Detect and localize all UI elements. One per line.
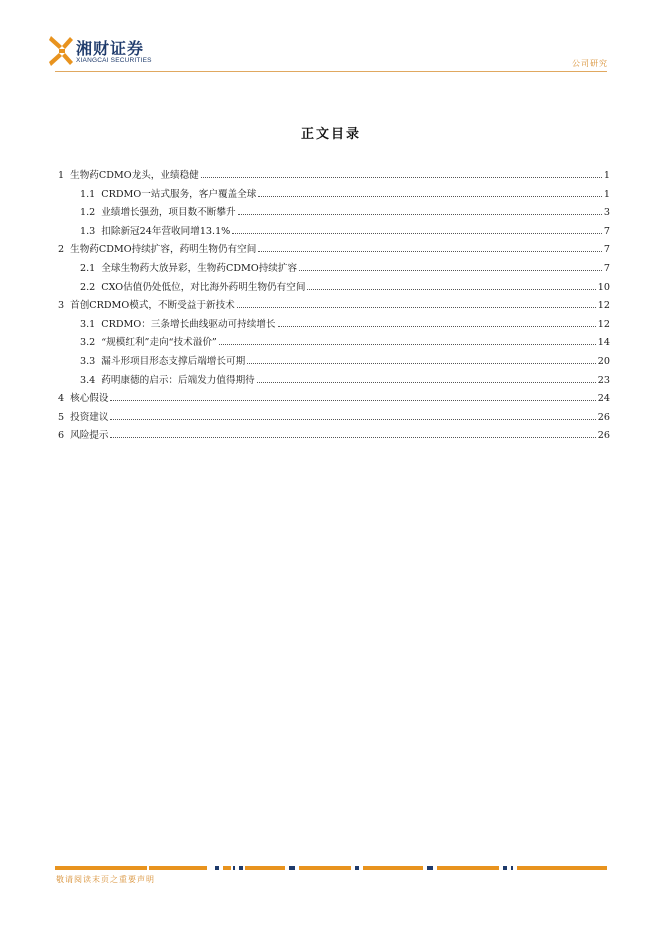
footer-bar-segment: [437, 866, 499, 870]
toc-entry[interactable]: [58, 277, 610, 296]
footer-bar-segment: [239, 866, 243, 870]
toc-entry[interactable]: [58, 165, 610, 184]
toc-leader-dots: [258, 184, 602, 197]
footer-decorative-bar: [55, 866, 607, 870]
toc-entry-title: 全球生物药大放异彩，生物药CDMO持续扩容: [101, 262, 298, 274]
toc-entry-page: 12: [597, 300, 610, 312]
toc-entry-number: 6: [58, 430, 65, 442]
toc-leader-dots: [201, 165, 602, 178]
toc-entry-title: 风险提示: [70, 430, 109, 442]
toc-entry[interactable]: [58, 370, 610, 389]
toc-entry-page: 20: [597, 355, 610, 367]
toc-entry-number: 1.2: [80, 207, 96, 219]
report-category: 公司研究: [572, 59, 608, 68]
footer-bar-segment: [245, 866, 285, 870]
table-of-contents: [58, 165, 610, 444]
footer-bar-segment: [517, 866, 607, 870]
toc-entry-number: 3: [58, 300, 65, 312]
toc-entry[interactable]: [58, 221, 610, 240]
toc-entry-title: 生物药CDMO持续扩容，药明生物仍有空间: [70, 244, 257, 256]
toc-entry-page: 26: [597, 430, 610, 442]
footer-bar-segment: [233, 866, 235, 870]
footer-bar-segment: [427, 866, 433, 870]
toc-entry-page: 10: [597, 281, 610, 293]
footer-bar-segment: [289, 866, 295, 870]
toc-leader-dots: [307, 277, 595, 290]
toc-entry[interactable]: [58, 388, 610, 407]
toc-title: 正文目录: [300, 127, 361, 142]
footer-bar-segment: [215, 866, 219, 870]
toc-leader-dots: [232, 221, 602, 234]
toc-entry[interactable]: [58, 202, 610, 221]
toc-entry[interactable]: [58, 332, 610, 351]
toc-entry-number: 4: [58, 393, 65, 405]
header-divider: [55, 71, 607, 72]
toc-entry-number: 2.1: [80, 262, 96, 274]
toc-entry-number: 2: [58, 244, 65, 256]
toc-leader-dots: [237, 295, 596, 308]
toc-entry[interactable]: [58, 239, 610, 258]
toc-entry-title: 生物药CDMO龙头，业绩稳健: [70, 170, 199, 181]
toc-entry-number: 1: [58, 170, 65, 181]
toc-entry-title: 漏斗形项目形态支撑后端增长可期: [101, 355, 246, 367]
toc-entry-title: 药明康德的启示：后端发力值得期待: [101, 374, 255, 386]
toc-entry-number: 3.2: [80, 337, 96, 349]
toc-leader-dots: [247, 351, 596, 364]
toc-leader-dots: [278, 314, 596, 327]
toc-leader-dots: [257, 370, 596, 383]
toc-entry-page: 24: [597, 393, 610, 405]
toc-entry[interactable]: [58, 258, 610, 277]
toc-entry[interactable]: [58, 314, 610, 333]
toc-entry[interactable]: [58, 425, 610, 444]
toc-entry-number: 2.2: [80, 281, 96, 293]
toc-entry-page: 7: [603, 244, 610, 256]
footer-bar-segment: [55, 866, 147, 870]
toc-entry-page: 3: [603, 207, 610, 219]
toc-entry[interactable]: [58, 184, 610, 203]
toc-entry-title: “规模红利”走向“技术溢价”: [101, 337, 217, 349]
toc-entry-page: 14: [597, 337, 610, 349]
toc-entry-title: CRDMO一站式服务，客户覆盖全球: [101, 188, 257, 200]
toc-entry-page: 1: [603, 188, 610, 200]
toc-entry-page: 23: [597, 374, 610, 386]
footer-bar-segment: [503, 866, 507, 870]
toc-entry-title: 首创CRDMO模式，不断受益于新技术: [70, 300, 235, 312]
toc-entry-page: 7: [603, 225, 610, 237]
logo-text-en: XIANGCAI SECURITIES: [76, 57, 152, 64]
toc-entry-title: 业绩增长强劲，项目数不断攀升: [101, 207, 236, 219]
toc-entry[interactable]: [58, 351, 610, 370]
toc-entry-number: 3.1: [80, 318, 96, 330]
footer-bar-segment: [223, 866, 231, 870]
footer-bar-segment: [149, 866, 207, 870]
toc-leader-dots: [110, 388, 595, 401]
toc-entry-number: 3.4: [80, 374, 96, 386]
toc-entry-number: 1.1: [80, 188, 96, 200]
toc-entry-title: CRDMO：三条增长曲线驱动可持续增长: [101, 318, 276, 330]
footer-bar-segment: [355, 866, 359, 870]
toc-leader-dots: [238, 202, 602, 215]
toc-entry-number: 1.3: [80, 225, 96, 237]
toc-entry-title: 扣除新冠24年营收同增13.1%: [101, 225, 231, 237]
footer-bar-segment: [363, 866, 423, 870]
toc-entry-page: 26: [597, 411, 610, 423]
toc-entry-title: 核心假设: [70, 393, 109, 405]
toc-entry-number: 5: [58, 411, 65, 423]
toc-entry-title: CXO估值仍处低位，对比海外药明生物仍有空间: [101, 281, 306, 293]
toc-entry-title: 投资建议: [70, 411, 109, 423]
footer-disclaimer: 敬请阅读末页之重要声明: [56, 875, 155, 884]
footer-bar-segment: [299, 866, 351, 870]
toc-leader-dots: [258, 239, 602, 252]
toc-entry[interactable]: [58, 295, 610, 314]
footer-bar-segment: [511, 866, 513, 870]
logo-mark-icon: [48, 34, 74, 68]
company-logo: [48, 34, 158, 68]
toc-entry-page: 12: [597, 318, 610, 330]
toc-leader-dots: [299, 258, 602, 271]
toc-entry-page: 7: [603, 262, 610, 274]
logo-text-cn: 湘财证券: [76, 39, 145, 58]
toc-leader-dots: [219, 332, 596, 345]
toc-leader-dots: [110, 425, 595, 438]
toc-entry-number: 3.3: [80, 355, 96, 367]
toc-entry[interactable]: [58, 407, 610, 426]
toc-leader-dots: [110, 407, 595, 420]
toc-entry-page: 1: [603, 170, 610, 181]
